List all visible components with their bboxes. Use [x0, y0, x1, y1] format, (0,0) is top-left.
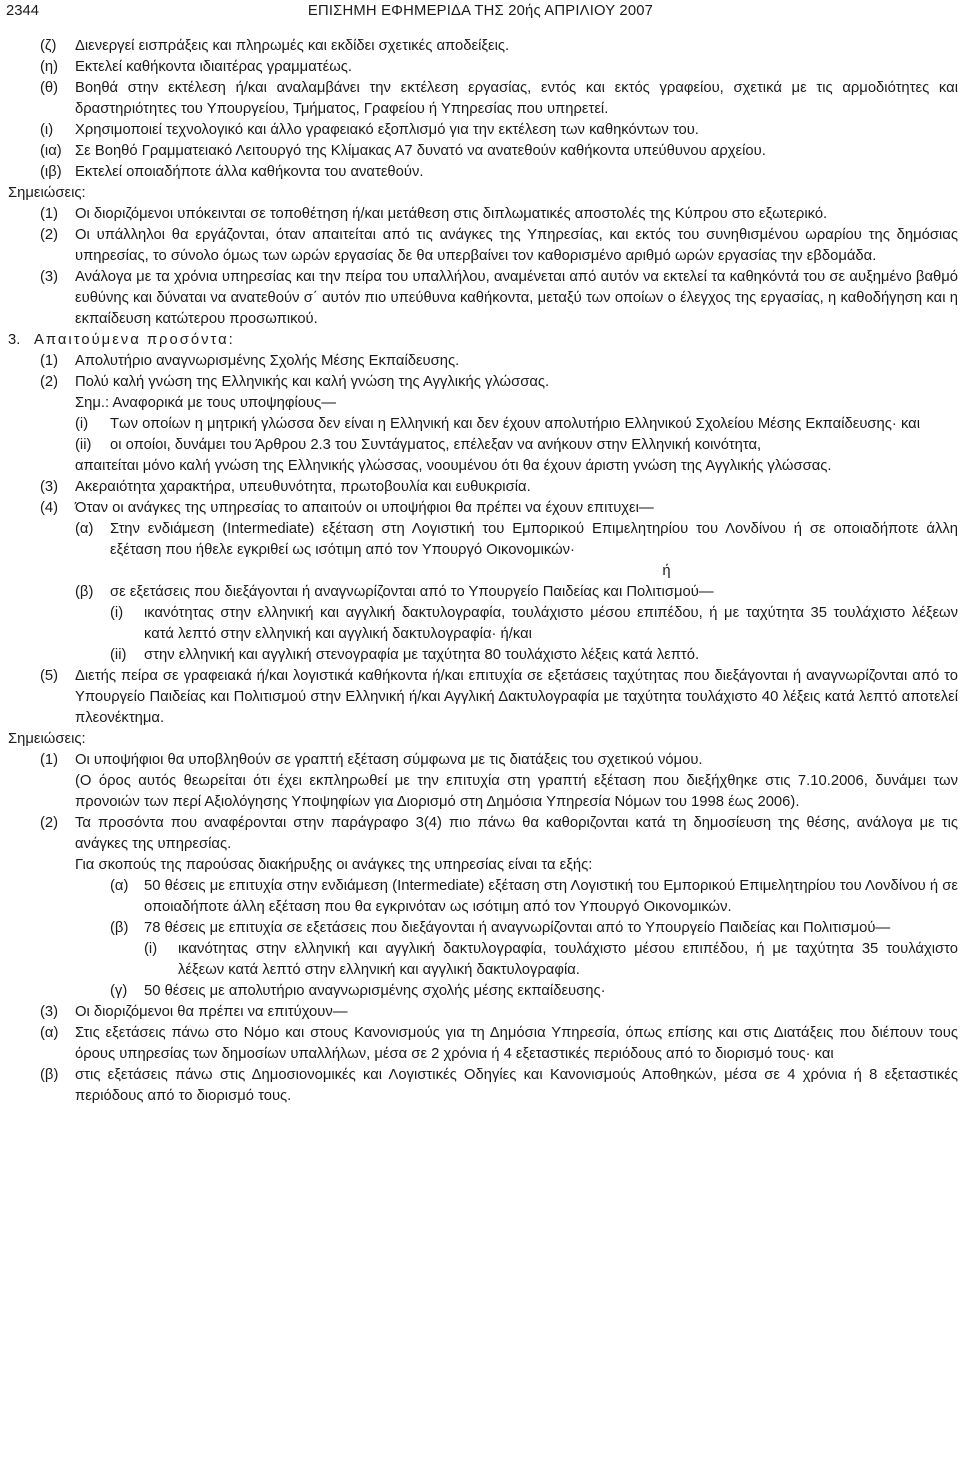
list-item: (β) 78 θέσεις με επιτυχία σε εξετάσεις που διεξάγονται ή αναγνωρίζονται από το Υπουργείο Παιδείας και Πολιτισμού—: [110, 920, 891, 936]
needs-sublist: [8, 939, 958, 981]
note-paragraph: (Ο όρος αυτός θεωρείται ότι έχει εκπληρωθεί με την επιτυχία στη γραπτή εξέταση που διεξήχθηκε στις 7.10.2006, δυνάμει των προνοιών των περί Αξιολόγησης Υποψηφίων για Διορισμό στη Δημόσια Υπηρεσία Νόμων του 1998 έως 2006).: [75, 773, 958, 810]
q4-sublist: [8, 519, 958, 603]
q4b-sublist: [8, 603, 958, 666]
list-item: (α) Στην ενδιάμεση (Intermediate) εξέταση στη Λογιστική του Εμπορικού Επιμελητηρίου του Λονδίνου ή σε οποιαδήποτε άλλη εξέταση που ήθελε εγκριθεί ως ισότιμη από τον Υπουργό Οικονομικών·: [75, 521, 958, 558]
gazette-title: ΕΠΙΣΗΜΗ ΕΦΗΜΕΡΙΔΑ ΤΗΣ 20ής ΑΠΡΙΛΙΟΥ 2007: [307, 3, 654, 19]
list-item: (ζ) Διενεργεί εισπράξεις και πληρωμές και εκδίδει σχετικές αποδείξεις.: [40, 38, 510, 54]
exams-list: [8, 1023, 958, 1107]
list-item: (1) Οι υποψήφιοι θα υποβληθούν σε γραπτή εξέταση σύμφωνα με τις διατάξεις του σχετικού νόμου.: [40, 752, 703, 768]
notes2-list-c: [8, 1002, 958, 1023]
list-item: (θ) Βοηθά στην εκτέλεση ή/και αναλαμβάνει την εκτέλεση εργασίας, εντός και εκτός γραφείου, σχετικά με τις αρμοδιότητες και δραστηριότητες του Υπουργείου, Τμήματος, Γραφείου ή Υπηρεσίας που υπηρετεί.: [40, 80, 958, 117]
notes-heading: Σημειώσεις:: [8, 731, 86, 747]
list-item: (3) Ανάλογα με τα χρόνια υπηρεσίας και την πείρα του υπαλλήλου, αναμένεται από αυτόν να εκτελεί τα καθηκόντά του σε αυξημένο βαθμό ευθύνης και δύναται να ανατεθούν σ΄ αυτόν πιο υπεύθυνα καθήκοντα, μεταξύ των οποίων ο έλεγχος της εργασίας, η καθοδήγηση και η εκπαίδευση κατώτερου προσωπικού.: [40, 269, 958, 327]
list-item: (1) Οι διοριζόμενοι υπόκεινται σε τοποθέτηση ή/και μετάθεση στις διπλωματικές αποστολές της Κύπρου στο εξωτερικό.: [40, 206, 828, 222]
qualifications-list-end: [8, 666, 958, 729]
list-item: (i) ικανότητας στην ελληνική και αγγλική δακτυλογραφία, τουλάχιστο μέσου επιπέδου, ή με ταχύτητα 35 τουλάχιστο λέξεων κατά λεπτό στην ελληνική και αγγλική δακτυλογραφία.: [144, 941, 958, 978]
needs-list-end: [8, 981, 958, 1002]
list-item: (4) Όταν οι ανάγκες της υπηρεσίας το απαιτούν οι υποψήφιοι θα πρέπει να έχουν επιτυχει—: [40, 500, 654, 516]
list-item: (ιβ) Εκτελεί οποιαδήποτε άλλα καθήκοντα του ανατεθούν.: [40, 164, 424, 180]
list-item: (α) 50 θέσεις με επιτυχία στην ενδιάμεση (Intermediate) εξέταση στη Λογιστική του Εμπορικού Επιμελητηρίου του Λονδίνου ή σε οποιαδήποτε άλλη εξέταση που θα εγκρινόταν ως ισότιμη από τον Υπουργό Οικονομικών.: [110, 878, 958, 915]
section-heading: 3. Απαιτούμενα προσόντα:: [8, 332, 235, 348]
note-sublist: [8, 414, 958, 456]
qualifications-list: [8, 351, 958, 393]
list-item: (β) στις εξετάσεις πάνω στις Δημοσιονομικές και Λογιστικές Οδηγίες και Κανονισμούς Αποθηκών, μέσα σε 4 χρόνια ή 8 εξεταστικές περιόδους από το διορισμό τους.: [40, 1067, 958, 1104]
list-item: (1) Απολυτήριο αναγνωρισμένης Σχολής Μέσης Εκπαίδευσης.: [40, 353, 460, 369]
list-item: (ι) Χρησιμοποιεί τεχνολογικό και άλλο γραφειακό εξοπλισμό για την εκτέλεση των καθηκόντων του.: [40, 122, 699, 138]
list-item: (γ) 50 θέσεις με απολυτήριο αναγνωρισμένης σχολής μέσης εκπαίδευσης·: [110, 983, 606, 999]
note-intro: Σημ.: Αναφορικά με τους υποψηφίους—: [75, 395, 337, 411]
notes-list: [8, 204, 958, 330]
list-item: (ια) Σε Βοηθό Γραμματειακό Λειτουργό της Κλίμακας Α7 δυνατό να ανατεθούν καθήκοντα υπεύθυνου αρχείου.: [40, 143, 766, 159]
duties-list: [8, 36, 958, 183]
note-conclusion: απαιτείται μόνο καλή γνώση της Ελληνικής γλώσσας, νοουμένου ότι θα έχουν άριστη γνώση της Αγγλικής γλώσσας.: [75, 458, 832, 474]
list-item: (β) σε εξετάσεις που διεξάγονται ή αναγνωρίζονται από το Υπουργείο Παιδείας και Πολιτισμού—: [75, 584, 714, 600]
list-item: (3) Ακεραιότητα χαρακτήρα, υπευθυνότητα, πρωτοβουλία και ευθυκρισία.: [40, 479, 531, 495]
list-item: (i) Των οποίων η μητρική γλώσσα δεν είναι η Ελληνική και δεν έχουν απολυτήριο Ελληνικού Σχολείου Μέσης Εκπαίδευσης· και: [75, 416, 921, 432]
or-separator: ή: [662, 563, 671, 579]
list-item: (ii) οι οποίοι, δυνάμει του Άρθρου 2.3 του Συντάγματος, επέλεξαν να ανήκουν στην Ελληνική κοινότητα,: [75, 437, 762, 453]
notes2-list-b: [8, 813, 958, 855]
needs-list: [8, 876, 958, 939]
page-header: [3, 0, 958, 30]
document-body: [8, 36, 958, 1107]
list-item: (5) Διετής πείρα σε γραφειακά ή/και λογιστικά καθήκοντα ή/και επιτυχία σε εξετάσεις ταχύτητας που διεξάγονται ή αναγνωρίζονται από το Υπουργείο Παιδείας και Πολιτισμού στην Ελληνική ή/και Αγγλική Δακτυλογραφία με ταχύτητα τουλάχιστο 40 λέξεις κατά λεπτό αποτελεί πλεονέκτημα.: [40, 668, 958, 726]
page-number: 2344: [6, 3, 39, 19]
notes-heading: Σημειώσεις:: [8, 185, 86, 201]
qualifications-list-cont: [8, 477, 958, 519]
notes2-list: [8, 750, 958, 771]
list-item: (2) Τα προσόντα που αναφέρονται στην παράγραφο 3(4) πιο πάνω θα καθοριζονται κατά τη δημοσίευση της θέσης, ανάλογα με τις ανάγκες της υπηρεσίας.: [40, 815, 958, 852]
list-item: (ii) στην ελληνική και αγγλική στενογραφία με ταχύτητα 80 τουλάχιστο λέξεις κατά λεπτό.: [110, 647, 700, 663]
list-item: (η) Εκτελεί καθήκοντα ιδιαιτέρας γραμματέως.: [40, 59, 353, 75]
list-item: (2) Οι υπάλληλοι θα εργάζονται, όταν απαιτείται από τις ανάγκες της Υπηρεσίας, και εκτός του συνηθισμένου ωραρίου της δημόσιας υπηρεσίας, το σύνολο όμως των ωρών εργασίας δε θα υπερβαίνει τον καθορισμένο αριθμό ωρών εργασίας την εβδομάδα.: [40, 227, 958, 264]
list-item: (α) Στις εξετάσεις πάνω στο Νόμο και στους Κανονισμούς για τη Δημόσια Υπηρεσία, όπως επίσης και στις Διατάξεις που διέπουν τους όρους υπηρεσίας των δημοσίων υπαλλήλων, μέσα σε 2 χρόνια ή 4 εξεταστικές περιόδους από το διορισμό τους· και: [40, 1025, 958, 1062]
list-item: (3) Οι διοριζόμενοι θα πρέπει να επιτύχουν—: [40, 1004, 348, 1020]
list-item: (2) Πολύ καλή γνώση της Ελληνικής και καλή γνώση της Αγγλικής γλώσσας.: [40, 374, 550, 390]
list-item: (i) ικανότητας στην ελληνική και αγγλική δακτυλογραφία, τουλάχιστο μέσου επιπέδου, ή με ταχύτητα 35 τουλάχιστο λέξεων κατά λεπτό στην ελληνική και αγγλική δακτυλογραφία· ή/και: [110, 605, 958, 642]
note-paragraph: Για σκοπούς της παρούσας διακήρυξης οι ανάγκες της υπηρεσίας είναι τα εξής:: [75, 857, 593, 873]
